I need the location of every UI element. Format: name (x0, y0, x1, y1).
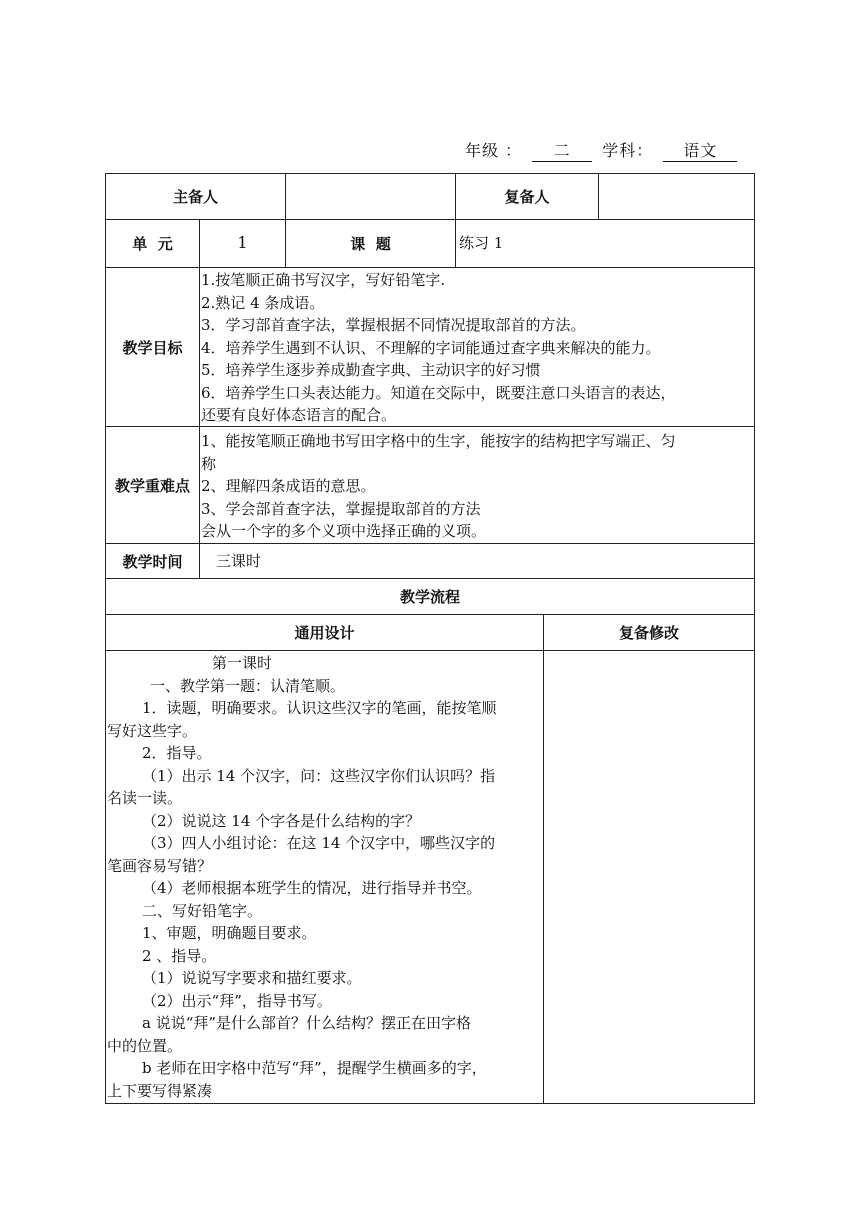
co-preparer-label: 复备人 (455, 173, 599, 220)
design-line: （3）四人小组讨论：在这 14 个汉字中，哪些汉字的 (142, 834, 496, 852)
design-line: 名读一读。 (107, 789, 183, 807)
goal-line: 3．学习部首查字法，掌握根据不同情况提取部首的方法。 (201, 316, 586, 334)
key-point-line: 1、能按笔顺正确地书写田字格中的生字，能按字的结构把字写端正、匀 (201, 432, 676, 450)
design-line: 一、教学第一题：认清笔顺。 (150, 676, 346, 695)
design-line: （1）说说写字要求和描红要求。 (142, 969, 362, 987)
design-line: b 老师在田字格中范写“拜”，提醒学生横画多的字， (142, 1059, 487, 1077)
key-point-line: 2、理解四条成语的意思。 (201, 477, 376, 495)
key-point-line: 称 (201, 454, 217, 473)
preparer-value (285, 173, 456, 220)
design-line: a 说说“拜”是什么部首？什么结构？摆正在田字格 (142, 1014, 472, 1032)
time-value: 三课时 (199, 543, 755, 579)
revision-header: 复备修改 (543, 614, 755, 651)
goals-label: 教学目标 (105, 267, 200, 427)
design-line: （1）出示 14 个汉字，问：这些汉字你们认识吗？指 (142, 766, 496, 785)
design-line: （2）说说这 14 个字各是什么结构的字？ (142, 811, 421, 830)
goal-line: 5．培养学生逐步养成勤查字典、主动识字的好习惯 (201, 361, 541, 379)
design-line: 写好这些字。 (107, 721, 198, 740)
time-label: 教学时间 (105, 543, 200, 579)
design-line: （4）老师根据本班学生的情况，进行指导并书空。 (142, 879, 482, 897)
topic-label: 课 题 (285, 219, 456, 268)
design-line: 笔画容易写错？ (107, 856, 213, 875)
grade-value: 二 (532, 141, 592, 162)
topic-value: 练习 1 (455, 219, 755, 268)
key-points-label: 教学重难点 (105, 426, 200, 544)
revision-content (543, 650, 755, 1104)
design-line: （2）出示“拜”，指导书写。 (142, 991, 332, 1010)
key-points-content (199, 426, 755, 544)
preparer-label: 主备人 (105, 173, 286, 220)
subject-value: 语文 (663, 141, 737, 162)
goal-line: 6．培养学生口头表达能力。知道在交际中，既要注意口头语言的表达， (201, 383, 676, 402)
design-line: 1．读题，明确要求。认识这些汉字的笔画，能按笔顺 (142, 699, 497, 717)
goal-line: 4．培养学生遇到不认识、不理解的字词能通过查字典来解决的能力。 (201, 338, 661, 357)
design-line: 2．指导。 (142, 744, 212, 762)
goals-content (199, 267, 755, 427)
design-line: 1、审题，明确题目要求。 (142, 924, 317, 942)
design-line: 上下要写得紧凑 (107, 1081, 213, 1100)
design-line: 二、写好铅笔字。 (142, 901, 263, 920)
goal-line: 2.熟记 4 条成语。 (201, 293, 325, 312)
subject-label: 学科： (602, 141, 654, 160)
co-preparer-value (598, 173, 755, 220)
general-design-header: 通用设计 (105, 614, 544, 651)
design-line: 2 、指导。 (142, 946, 217, 965)
design-line: 中的位置。 (107, 1036, 183, 1055)
key-point-line: 3、学会部首查字法，掌握提取部首的方法 (201, 499, 481, 518)
key-point-line: 会从一个字的多个义项中选择正确的义项。 (201, 522, 487, 540)
unit-value: 1 (199, 219, 286, 268)
unit-label: 单 元 (105, 219, 200, 268)
header-grade-subject (465, 138, 737, 162)
goal-line: 1.按笔顺正确书写汉字，写好铅笔字. (201, 271, 446, 289)
goal-line: 还要有良好体态语言的配合。 (201, 406, 397, 424)
design-line: 第一课时 (212, 654, 273, 672)
grade-label: 年级 ： (465, 141, 523, 160)
general-design-content (105, 650, 544, 1104)
flow-title: 教学流程 (105, 578, 755, 615)
